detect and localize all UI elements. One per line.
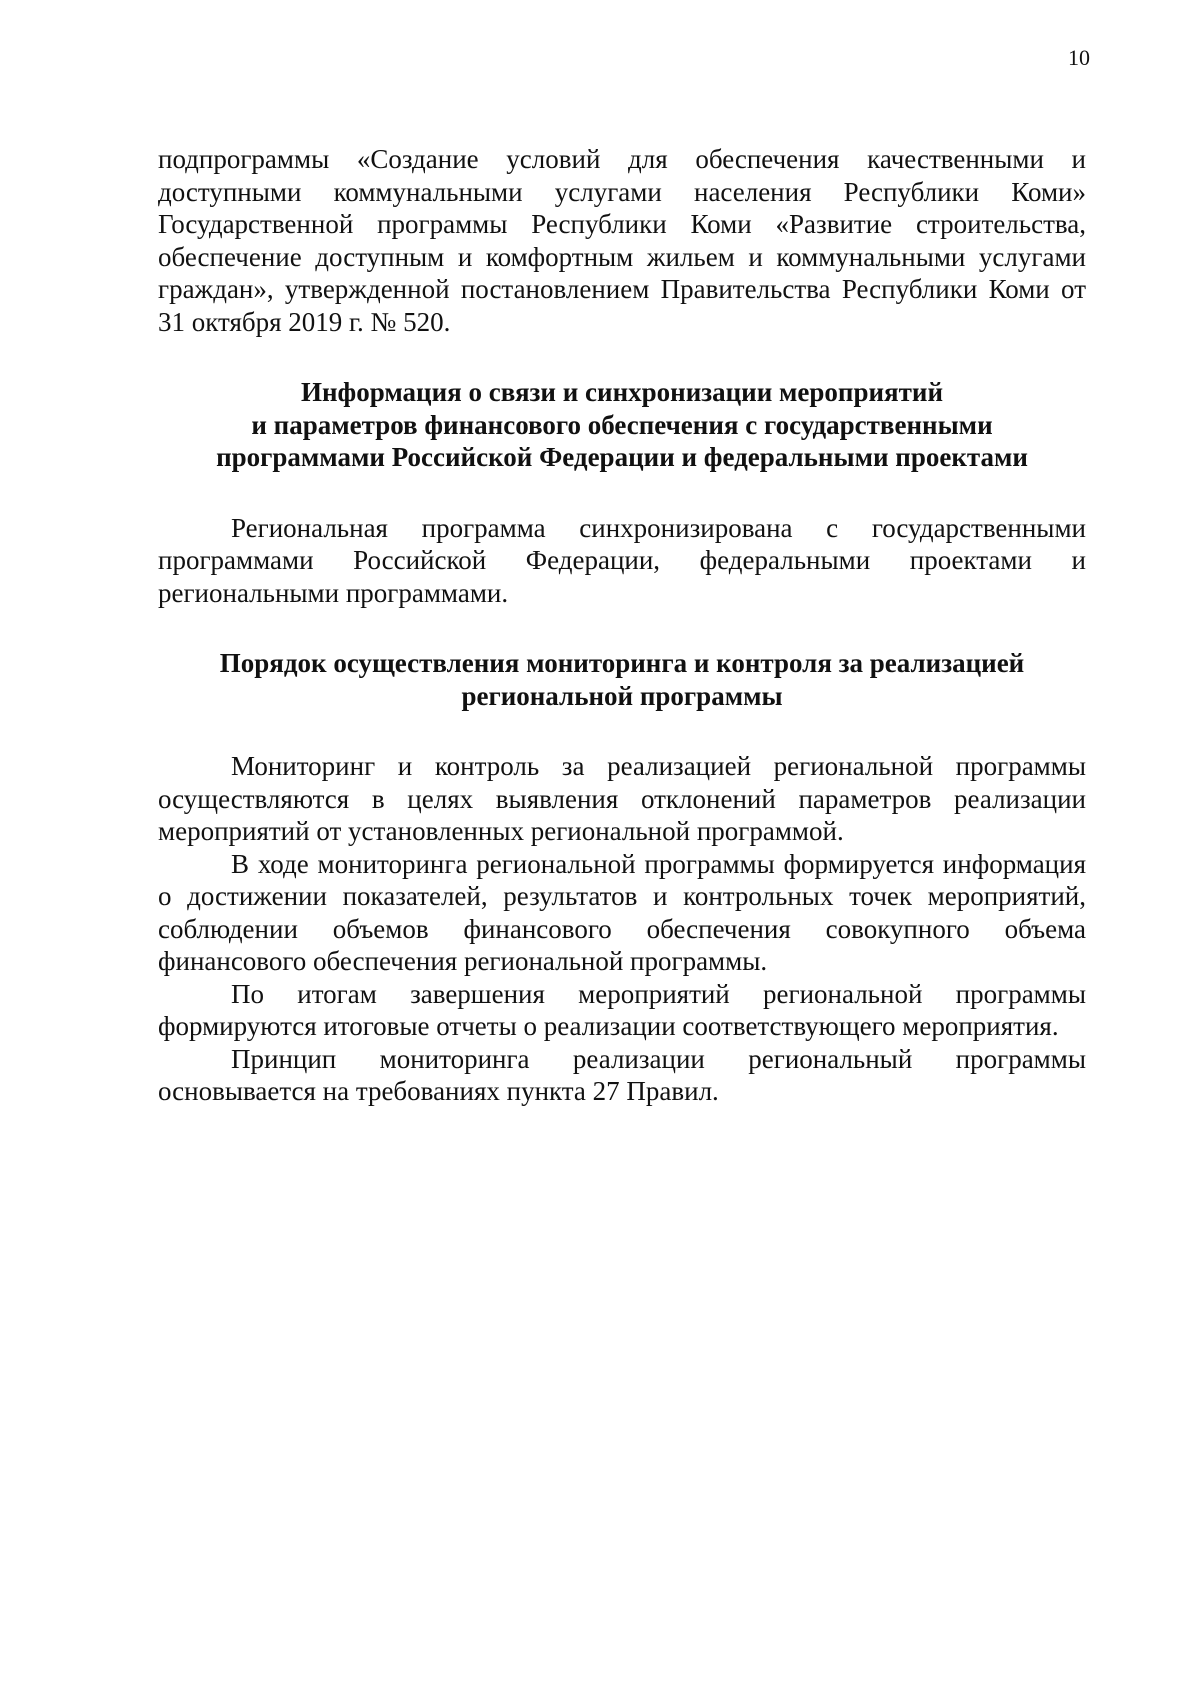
heading-line: Информация о связи и синхронизации мероприятий [300, 377, 944, 407]
heading-line: региональной программы [461, 680, 783, 711]
monitoring-paragraph: Принцип мониторинга реализации региональный программы основывается на требованиях пункта 27 Правил. [158, 1043, 1086, 1106]
heading-line: Порядок осуществления мониторинга и контроля за реализацией [219, 648, 1025, 678]
monitoring-paragraph: По итогам завершения мероприятий региональной программы формируются итоговые отчеты о реализации соответствующего мероприятия. [158, 978, 1086, 1041]
page-number: 10 [1068, 45, 1090, 70]
intro-paragraph: подпрограммы «Создание условий для обеспечения качественными и доступными коммунальными услугами населения Республики Коми» Государственной программы Республики Коми «Развитие строительства, обеспечение доступным и комфортным жильем и коммунальными услугами граждан», утвержденной постановлением Правительства Республики Коми от 31 октября 2019 г. № 520. [158, 144, 1086, 337]
sync-paragraph: Региональная программа синхронизирована с государственными программами Российской Федерации, федеральными проектами и региональными программами. [158, 512, 1086, 608]
monitoring-paragraph: Мониторинг и контроль за реализацией региональной программы осуществляются в целях выявления отклонений параметров реализации мероприятий от установленных региональной программой. [158, 751, 1086, 846]
sync-section-heading [158, 376, 1086, 474]
document-body [158, 143, 1086, 1108]
heading-line: и параметров финансового обеспечения с государственными [251, 409, 993, 440]
heading-line: программами Российской Федерации и федеральными проектами [216, 442, 1028, 472]
monitoring-section-heading [158, 647, 1086, 712]
monitoring-paragraph: В ходе мониторинга региональной программы формируется информация о достижении показателей, результатов и контрольных точек мероприятий, соблюдении объемов финансового обеспечения совокупного объема финансового обеспечения региональной программы. [158, 848, 1086, 976]
